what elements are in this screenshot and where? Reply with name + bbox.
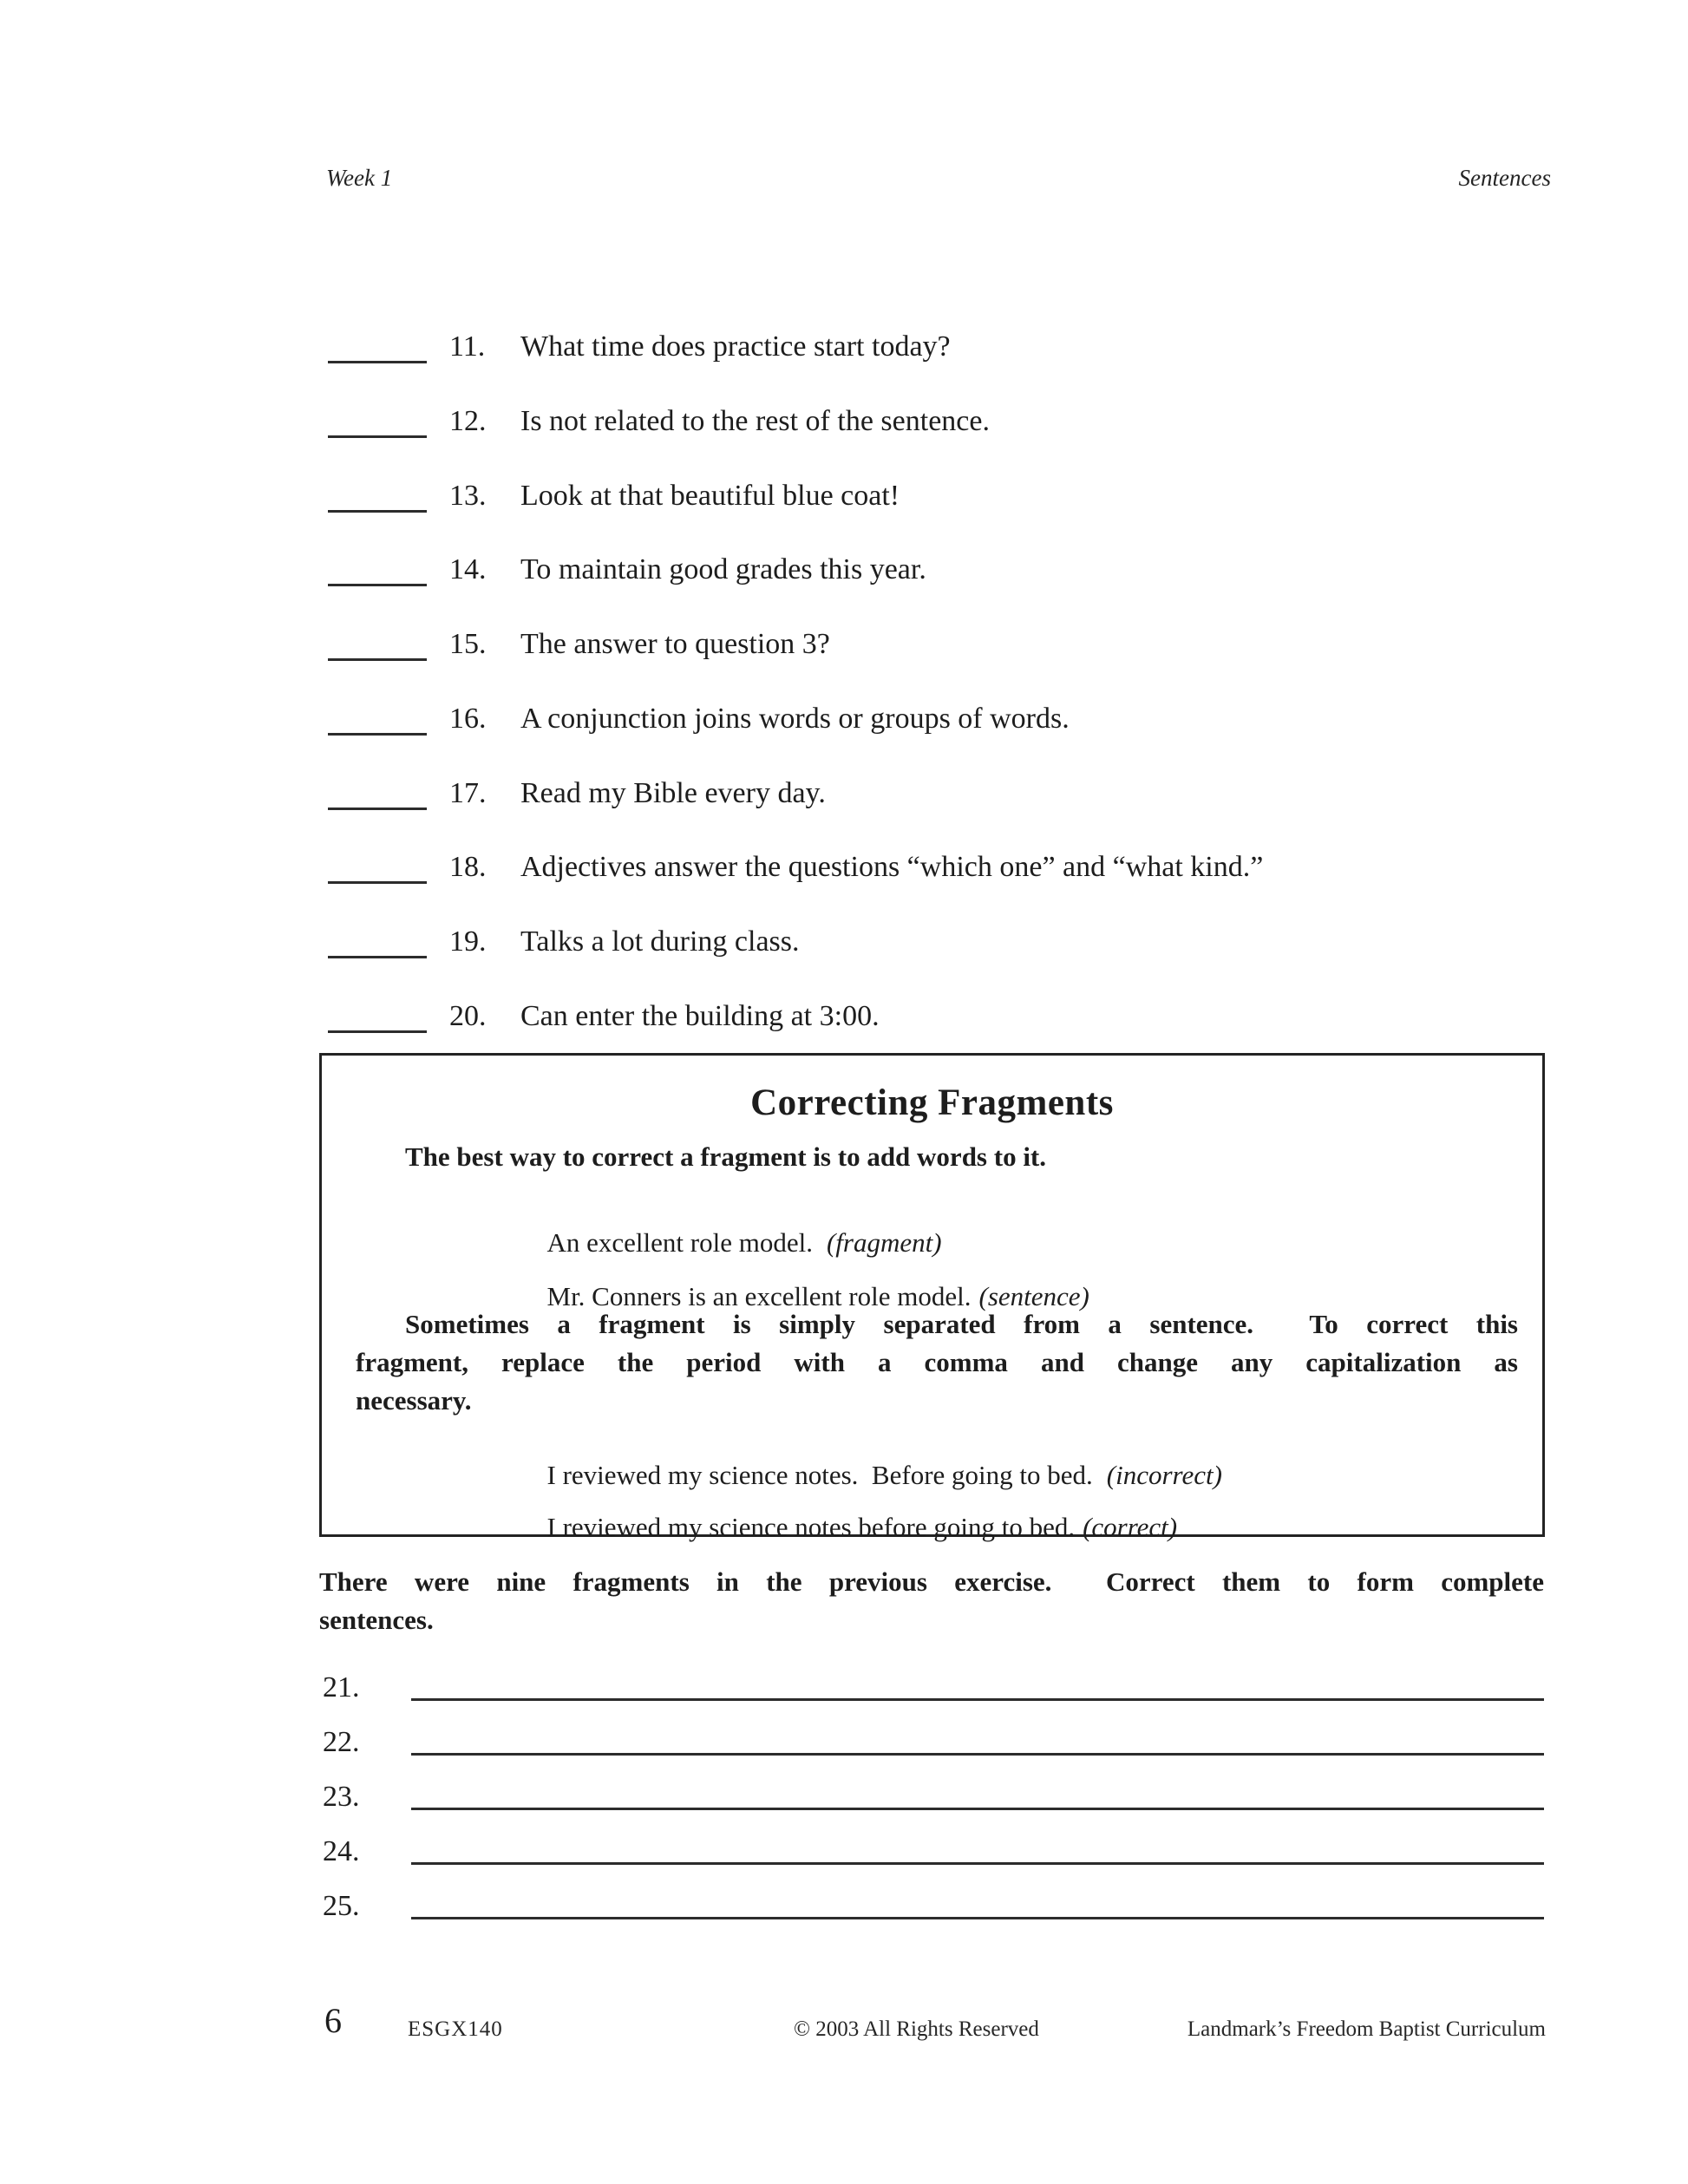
- instruction-line: sentences.: [319, 1605, 434, 1635]
- item-number: 12.: [449, 405, 487, 437]
- item-number: 25.: [323, 1890, 360, 1922]
- item-number: 13.: [449, 480, 487, 512]
- item-number: 18.: [449, 851, 487, 883]
- page-number: 6: [324, 2001, 342, 2040]
- item-text: Can enter the building at 3:00.: [520, 1000, 880, 1032]
- item-number: 14.: [449, 553, 487, 585]
- footer-code: ESGX140: [408, 2017, 503, 2041]
- identify-item: [0, 406, 1688, 448]
- answer-blank: [328, 733, 427, 736]
- identify-item: [0, 778, 1688, 820]
- identify-item: [0, 331, 1688, 373]
- rule-add-words: The best way to correct a fragment is to add words to it.: [405, 1141, 1047, 1172]
- rule-line: Sometimes a fragment is simply separated from a sentence. To correct this: [405, 1309, 1518, 1339]
- running-head-week: Week 1: [326, 165, 393, 191]
- answer-blank: [328, 658, 427, 661]
- example-label: (incorrect): [1106, 1460, 1222, 1490]
- example-label: (correct): [1083, 1512, 1178, 1542]
- item-text: Is not related to the rest of the sentence.: [520, 405, 990, 437]
- footer-copyright: © 2003 All Rights Reserved: [794, 2017, 1039, 2041]
- box-title: Correcting Fragments: [750, 1082, 1114, 1123]
- answer-blank: [328, 808, 427, 810]
- identify-item: [0, 703, 1688, 745]
- item-number: 11.: [449, 330, 486, 363]
- identify-item: [0, 852, 1688, 893]
- item-number: 17.: [449, 777, 487, 809]
- identify-item: [0, 481, 1688, 522]
- item-number: 15.: [449, 628, 487, 660]
- write-line: [411, 1917, 1544, 1919]
- write-line: [411, 1808, 1544, 1810]
- answer-blank: [328, 361, 427, 363]
- rule-line: fragment, replace the period with a comma and change any capitalization as: [356, 1347, 1518, 1377]
- item-number: 16.: [449, 703, 487, 735]
- correction-item: [0, 1672, 1688, 1710]
- item-number: 24.: [323, 1835, 360, 1867]
- rule-separated-fragment: [356, 1305, 1518, 1420]
- item-text: Adjectives answer the questions “which one” and “what kind.”: [520, 851, 1264, 883]
- item-number: 19.: [449, 925, 487, 958]
- answer-blank: [328, 1030, 427, 1033]
- rule-line: necessary.: [356, 1385, 472, 1416]
- item-text: What time does practice start today?: [520, 330, 951, 363]
- item-number: 22.: [323, 1726, 360, 1758]
- item-number: 20.: [449, 1000, 487, 1032]
- example-text: An excellent role model.: [546, 1227, 813, 1258]
- write-line: [411, 1698, 1544, 1701]
- example-text: Mr. Conners is an excellent role model.: [546, 1281, 972, 1311]
- example-label: (fragment): [826, 1227, 942, 1258]
- item-text: To maintain good grades this year.: [520, 553, 926, 585]
- correction-item: [0, 1782, 1688, 1820]
- footer-publisher: Landmark’s Freedom Baptist Curriculum: [1187, 2017, 1546, 2041]
- answer-blank: [328, 956, 427, 958]
- correction-item: [0, 1836, 1688, 1874]
- answer-blank: [328, 510, 427, 513]
- identify-item: [0, 629, 1688, 670]
- identify-item: [0, 926, 1688, 968]
- item-number: 21.: [323, 1671, 360, 1703]
- write-line: [411, 1753, 1544, 1756]
- answer-blank: [328, 584, 427, 586]
- exercise-instructions: [319, 1563, 1544, 1639]
- answer-blank: [328, 435, 427, 438]
- write-line: [411, 1862, 1544, 1865]
- correction-item: [0, 1891, 1688, 1929]
- example-label: (sentence): [978, 1281, 1089, 1311]
- correction-item: [0, 1727, 1688, 1765]
- running-head-sentences: Sentences: [1458, 165, 1551, 191]
- correcting-fragments-box: [319, 1053, 1545, 1542]
- item-text: Talks a lot during class.: [520, 925, 800, 958]
- item-text: The answer to question 3?: [520, 628, 830, 660]
- example-text: I reviewed my science notes before going to bed.: [546, 1512, 1076, 1542]
- item-text: Look at that beautiful blue coat!: [520, 480, 900, 512]
- item-text: Read my Bible every day.: [520, 777, 826, 809]
- item-number: 23.: [323, 1781, 360, 1813]
- instruction-line: There were nine fragments in the previous exercise. Correct them to form complete: [319, 1566, 1544, 1597]
- example-correct: [507, 1481, 1177, 1574]
- answer-blank: [328, 881, 427, 884]
- identify-item: [0, 1001, 1688, 1043]
- item-text: A conjunction joins words or groups of words.: [520, 703, 1070, 735]
- example-text: I reviewed my science notes. Before going to bed.: [546, 1460, 1093, 1490]
- identify-item: [0, 554, 1688, 596]
